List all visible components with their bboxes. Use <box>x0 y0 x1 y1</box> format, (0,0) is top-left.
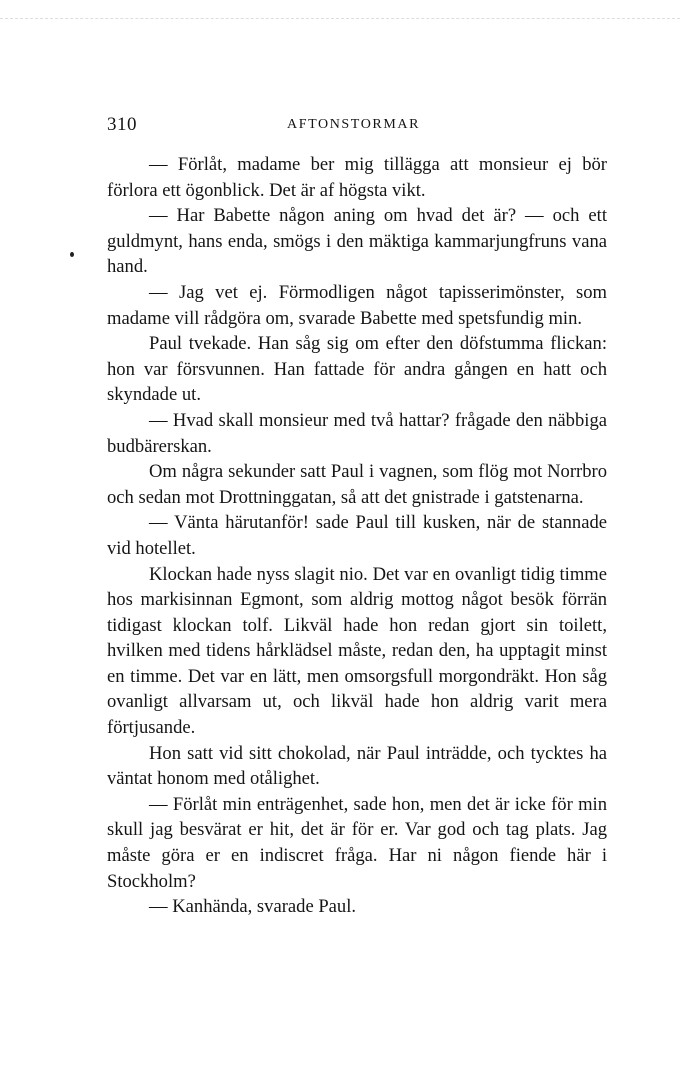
paragraph: — Hvad skall monsieur med två hattar? frågade den näbbiga budbärerskan. <box>107 409 607 457</box>
paragraph: — Förlåt, madame ber mig tillägga att monsieur ej bör förlora ett ögonblick. Det är af högsta vikt. <box>107 154 607 201</box>
paragraph: Paul tvekade. Han såg sig om efter den döfstumma flickan: hon var försvunnen. Han fattade för andra gången en hatt och skyndade ut. <box>107 333 607 406</box>
ink-speck <box>70 252 74 257</box>
page-number: 310 <box>107 114 137 135</box>
body-text <box>107 152 607 920</box>
paragraph: Om några sekunder satt Paul i vagnen, som flög mot Norrbro och sedan mot Drottninggatan, så att det gnistrade i gatstenarna. <box>107 461 607 508</box>
paragraph: — Har Babette någon aning om hvad det är? — och ett guldmynt, hans enda, smögs i den mäktiga kammarjungfruns vana hand. <box>107 205 607 278</box>
scan-edge-line <box>0 18 680 19</box>
paragraph: Klockan hade nyss slagit nio. Det var en ovanligt tidig timme hos markisinnan Egmont, som aldrig mottog något besök förrän tidigast klockan tolf. Likväl hade hon redan gjort sin toilett, hvilken med tidens hårklädsel måste, redan den, ha upptagit minst en timme. Det var en lätt, men omsorgsfull morgondräkt. Hon såg ovanligt allvarsam ut, och likväl hade hon aldrig varit mera förtjusande. <box>107 563 607 739</box>
paragraph: — Jag vet ej. Förmodligen något tapisserimönster, som madame vill rådgöra om, svarade Babette med spetsfundig min. <box>107 281 607 329</box>
paragraph: — Vänta härutanför! sade Paul till kusken, när de stannade vid hotellet. <box>107 512 607 559</box>
paragraph: Hon satt vid sitt chokolad, när Paul inträdde, och tycktes ha väntat honom med otålighet. <box>107 742 607 790</box>
running-head: AFTONSTORMAR <box>287 117 421 132</box>
page-header <box>107 114 607 138</box>
paragraph: — Kanhända, svarade Paul. <box>149 896 357 918</box>
paragraph: — Förlåt min enträgenhet, sade hon, men det är icke för min skull jag besvärat er hit, det är för er. Var god och tag plats. Jag måste göra er en indiscret fråga. Har ni någon fiende här i Stockholm? <box>107 793 607 892</box>
